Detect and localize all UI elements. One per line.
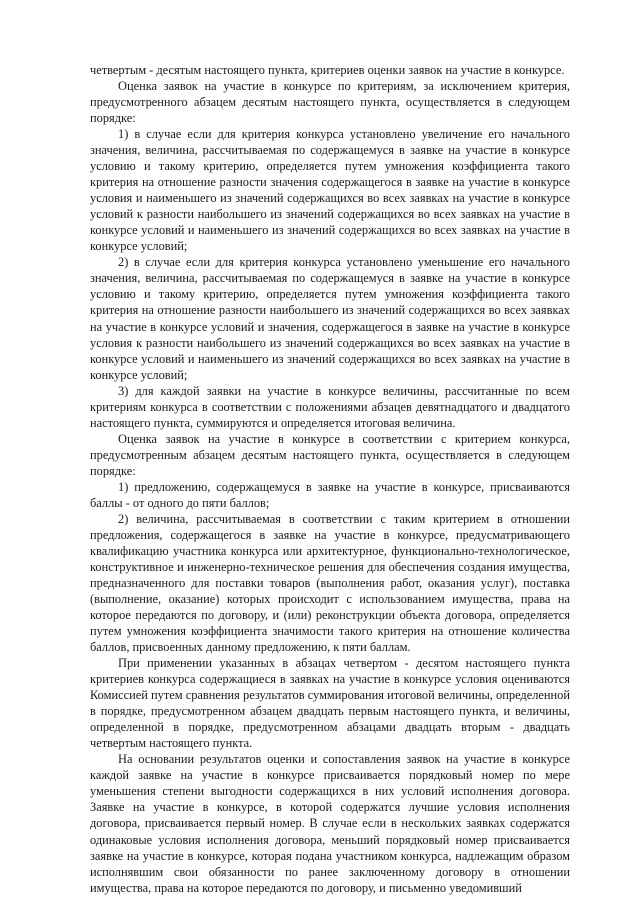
- paragraph-ranking: На основании результатов оценки и сопоставления заявок на участие в конкурсе каждой заявке на участие в конкурсе присваивается порядковый номер по мере уменьшения степени выгодности содержащихся в них условий исполнения договора. Заявке на участие в конкурсе, в которой содержатся лучшие условия исполнения договора, присваивается первый номер. В случае если в нескольких заявках содержатся одинаковые условия исполнения договора, меньший порядковый номер присваивается заявке на участие в конкурсе, которая подана участником конкурса, надлежащим образом исполнявшим свои обязанности по ранее заключенному договору в отношении имущества, права на которое передаются по договору, и письменно уведомивший: [90, 752, 570, 895]
- paragraph-evaluation-criterion-ten: Оценка заявок на участие в конкурсе в соответствии с критерием конкурса, предусмотренным абзацем десятым настоящего пункта, осуществляется в следующем порядке:: [90, 431, 570, 478]
- paragraph-item-2-decrease: 2) в случае если для критерия конкурса установлено уменьшение его начального значения, величина, рассчитываемая по содержащемуся в заявке на участие в конкурсе условию и такому критерию, определяется путем умножения коэффициента такого критерия на отношение разности наибольшего из значений содержащихся во всех заявках на участие в конкурсе условий и значения, содержащегося в заявке на участие в конкурсе условия к разности наибольшего из значений содержащихся во всех заявках на участие в конкурсе условий и наименьшего из значений содержащихся во всех заявках на участие в конкурсе условий;: [90, 255, 570, 382]
- paragraph-commission-comparison: При применении указанных в абзацах четвертом - десятом настоящего пункта критериев конкурса содержащиеся в заявках на участие в конкурсе условия оцениваются Комиссией путем сравнения результатов суммирования итоговой величины, определенной в порядке, предусмотренном абзацем двадцать первым настоящего пункта, и величины, определенной в порядке, предусмотренном абзацами двадцать вторым - двадцать четвертым настоящего пункта.: [90, 656, 570, 751]
- paragraph-item-1-increase: 1) в случае если для критерия конкурса установлено увеличение его начального значения, величина, рассчитываемая по содержащемуся в заявке на участие в конкурсе условию и такому критерию, определяется путем умножения коэффициента такого критерия на отношение разности значения содержащегося в заявке на участие в конкурсе условия и наименьшего из значений содержащихся во всех заявках на участие в конкурсе условий к разности наибольшего из значений содержащихся во всех заявках на участие в конкурсе условий и наименьшего из значений содержащихся во всех заявках на участие в конкурсе условий;: [90, 127, 570, 254]
- paragraph-points-item-1: 1) предложению, содержащемуся в заявке на участие в конкурсе, присваиваются баллы - от одного до пяти баллов;: [90, 479, 570, 510]
- paragraph-continuation: четвертым - десятым настоящего пункта, критериев оценки заявок на участие в конкурсе.: [90, 63, 565, 77]
- paragraph-evaluation-order: Оценка заявок на участие в конкурсе по критериям, за исключением критерия, предусмотренного абзацем десятым настоящего пункта, осуществляется в следующем порядке:: [90, 79, 570, 126]
- paragraph-item-3-sum: 3) для каждой заявки на участие в конкурсе величины, рассчитанные по всем критериям конкурса в соответствии с положениями абзацев девятнадцатого и двадцатого настоящего пункта, суммируются и определяется итоговая величина.: [90, 383, 570, 430]
- paragraph-points-item-2: 2) величина, рассчитываемая в соответствии с таким критерием в отношении предложения, содержащегося в заявке на участие в конкурсе, предусматривающего квалификацию участника конкурса или архитектурное, функционально-технологическое, конструктивное и инженерно-техническое решения для обеспечения создания имущества, предназначенного для поставки товаров (выполнения работ, оказания услуг), поставка (выполнение, оказание) которых происходит с использованием имущества, права на которое передаются по договору, и (или) реконструкции объекта договора, определяется путем умножения коэффициента значимости такого критерия на отношение количества баллов, присвоенных данному предложению, к пяти баллам.: [90, 511, 570, 655]
- document-page: [90, 62, 570, 896]
